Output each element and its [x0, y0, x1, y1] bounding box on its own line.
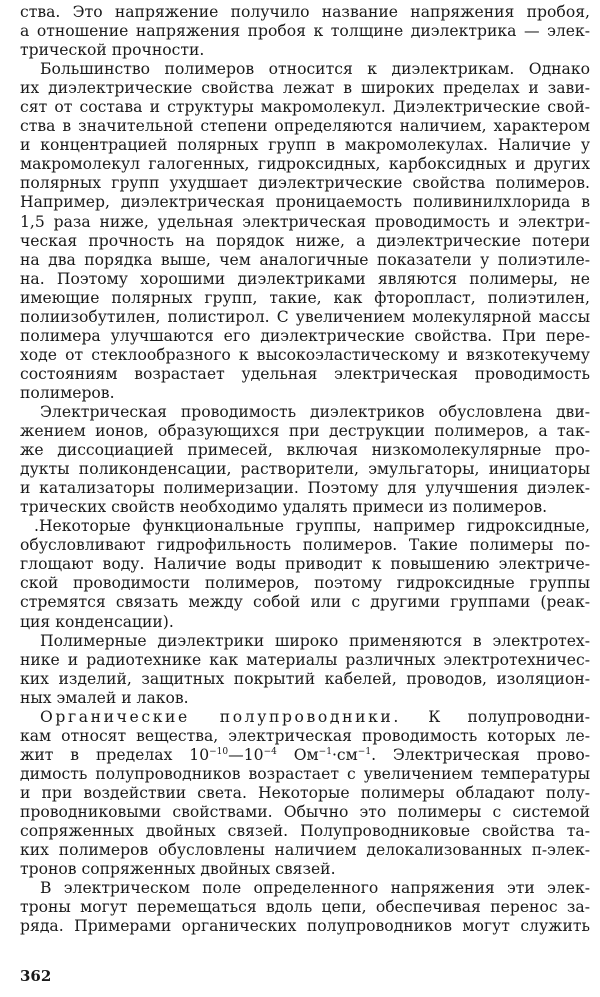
formula-text: —10	[228, 745, 264, 764]
text-line: ства в значительной степени определяются наличием, характером	[20, 117, 590, 136]
text-line: дукты поликонденсации, растворители, эмульгаторы, инициаторы	[20, 460, 590, 479]
text-line: сопряженных двойных связей. Полупроводниковые свойства та-	[20, 822, 590, 841]
text-line: полимеров.	[20, 383, 115, 402]
formula-exponent: −1	[318, 746, 332, 757]
text-line: ходе от стеклообразного к высокоэластическому и вязкотекучему	[20, 345, 590, 364]
text-line: ких изделий, защитных покрытий кабелей, проводов, изоляцион-	[20, 669, 590, 688]
paragraph-conductivity	[20, 403, 590, 517]
text-line: тронов сопряженных двойных связей.	[20, 860, 336, 879]
text-line: жением ионов, образующихся при деструкции полимеров, а так-	[20, 422, 590, 441]
text-line: стремятся связать между собой или с другими группами (реак-	[20, 593, 590, 612]
text-line: ких полимеров обусловлены наличием делокализованных π-элек-	[20, 841, 590, 860]
text-line: полимера улучшаются его диэлектрические свойства. При пере-	[20, 326, 590, 345]
text-line: ской проводимости полимеров, поэтому гидроксидные группы	[20, 574, 590, 593]
formula-line	[20, 746, 590, 765]
heading-continuation: К полупроводни-	[400, 707, 590, 726]
text-line: полярных групп ухудшает диэлектрические свойства полимеров.	[20, 174, 590, 193]
text-line: на два порядка выше, чем аналогичные показатели у полиэтиле-	[20, 250, 590, 269]
text-line: проводниковыми свойствами. Обычно это полимеры с системой	[20, 802, 590, 821]
text-line: В электрическом поле определенного напряжения эти элек-	[40, 879, 590, 898]
text-line: а отношение напряжения пробоя к толщине диэлектрика — элек-	[20, 22, 590, 41]
text-line: димость полупроводников возрастает с увеличением температуры	[20, 764, 590, 783]
text-line: троны могут перемещаться вдоль цепи, обеспечивая перенос за-	[20, 898, 590, 917]
paragraph-electric-field	[20, 879, 590, 936]
text-line: их диэлектрические свойства лежат в широких пределах и зави-	[20, 79, 590, 98]
text-line: Электрическая проводимость диэлектриков обусловлена дви-	[40, 402, 590, 421]
text-line	[20, 708, 590, 727]
text-line: и катализаторы полимеризации. Поэтому для улучшения диэлек-	[20, 479, 590, 498]
text-line: и при воздействии света. Некоторые полимеры обладают полу-	[20, 783, 590, 802]
paragraph-hydrophilicity	[20, 517, 590, 631]
page-number: 362	[20, 967, 52, 985]
text-line: ческая прочность на порядок ниже, а диэлектрические потери	[20, 231, 590, 250]
text-line: глощают воду. Наличие воды приводит к повышению электриче-	[20, 555, 590, 574]
text-line: нике и радиотехнике как материалы различных электротехничес-	[20, 650, 590, 669]
text-line: трических свойств необходимо удалять примеси из полимеров.	[20, 498, 548, 517]
text-line: полиизобутилен, полистирол. С увеличением молекулярной массы	[20, 307, 590, 326]
formula-unit: ·см	[331, 745, 358, 764]
text-line: обусловливают гидрофильность полимеров. Такие полимеры по-	[20, 536, 590, 555]
text-line: трической прочности.	[20, 41, 205, 60]
text-line: .Некоторые функциональные группы, например гидроксидные,	[34, 517, 590, 536]
text-line: 1,5 раза ниже, удельная электрическая проводимость и электри-	[20, 212, 590, 231]
text-line: же диссоциацией примесей, включая низкомолекулярные про-	[20, 441, 590, 460]
text-line: на. Поэтому хорошими диэлектриками являются полимеры, не	[20, 269, 590, 288]
text-line: и концентрацией полярных групп в макромолекулах. Наличие у	[20, 136, 590, 155]
text-line: Например, диэлектрическая проницаемость поливинилхлорида в	[20, 193, 590, 212]
formula-text: . Электрическая прово-	[371, 745, 590, 764]
text-line: состояниям возрастает удельная электрическая проводимость	[20, 364, 590, 383]
paragraph-organic-semiconductors	[20, 708, 590, 879]
text-line: Большинство полимеров относится к диэлектрикам. Однако	[40, 60, 590, 79]
formula-text: жит в пределах 10	[20, 745, 210, 764]
text-line: ция конденсации).	[20, 612, 174, 631]
formula-exponent: −1	[357, 746, 372, 757]
text-line: ряда. Примерами органических полупроводников могут служить	[20, 917, 590, 936]
text-line: макромолекул галогенных, гидроксидных, карбоксидных и других	[20, 155, 590, 174]
text-line: сят от состава и структуры макромолекул. Диэлектрические свой-	[20, 98, 590, 117]
formula-exponent: −4	[263, 746, 277, 757]
paragraph-breakdown-strength	[20, 3, 590, 60]
paragraph-applications	[20, 632, 590, 708]
formula-unit: Ом	[276, 745, 319, 764]
paragraph-polymer-dielectrics	[20, 60, 590, 403]
text-line: Полимерные диэлектрики широко применяются в электротех-	[40, 631, 590, 650]
text-line: ных эмалей и лаков.	[20, 688, 189, 707]
text-line: имеющие полярных групп, такие, как фторопласт, полиэтилен,	[20, 288, 590, 307]
formula-exponent: −10	[209, 746, 229, 757]
text-line: кам относят вещества, электрическая проводимость которых ле-	[20, 726, 590, 745]
section-heading: Органические полупроводники.	[40, 707, 401, 726]
text-line: ства. Это напряжение получило название напряжения пробоя,	[20, 3, 590, 21]
